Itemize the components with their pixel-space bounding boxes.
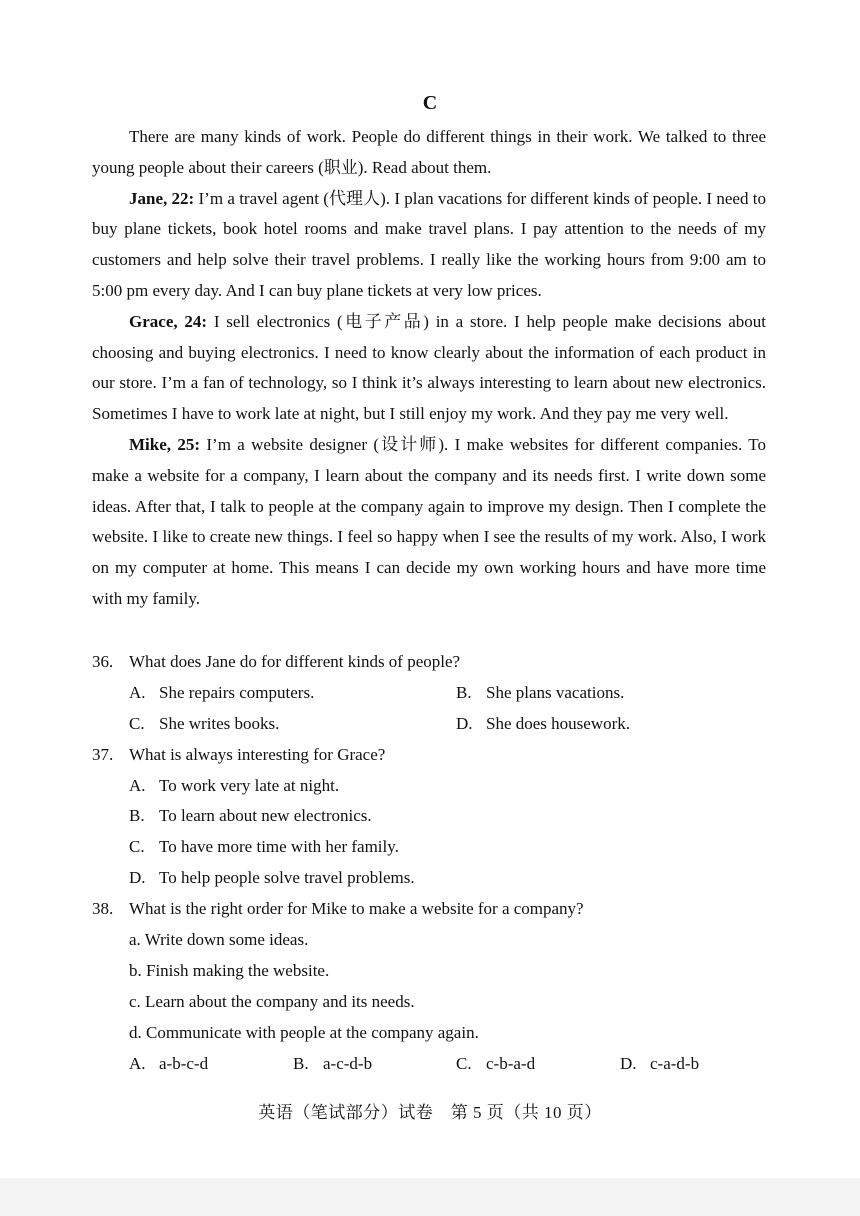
question-text: What is the right order for Mike to make a website for a company? (129, 899, 584, 918)
speaker-text: I’m a travel agent (代理人). I plan vacations for different kinds of people. I need to buy plane tickets, book hotel rooms and make travel plans. I pay attention to the needs of my customers and help solve their travel problems. I really like the working hours from 9:00 am to 5:00 pm every day. And I can buy plane tickets at very low prices. (92, 188, 766, 300)
option-text: c-b-a-d (486, 1054, 536, 1073)
option-36-c[interactable] (129, 708, 279, 739)
option-text: c-a-d-b (650, 1054, 700, 1073)
page-footer: 英语（笔试部分）试卷 第 5 页（共 10 页） (258, 1103, 602, 1122)
question-text: What is always interesting for Grace? (129, 745, 386, 764)
question-text: What does Jane do for different kinds of people? (129, 652, 461, 671)
paragraph-mike (92, 430, 766, 615)
option-37-c[interactable] (129, 831, 399, 862)
question-number: 38. (92, 899, 114, 918)
option-text: She does housework. (486, 714, 631, 733)
scan-edge (0, 1178, 860, 1216)
option-letter: A. (129, 683, 146, 702)
option-36-b[interactable] (456, 677, 624, 708)
option-letter: D. (129, 868, 146, 887)
option-letter: B. (456, 683, 472, 702)
option-text: To help people solve travel problems. (159, 868, 415, 887)
order-step: d. Communicate with people at the company again. (129, 1023, 479, 1042)
reading-passage (92, 122, 766, 615)
order-step: c. Learn about the company and its needs. (129, 992, 415, 1011)
question-36 (92, 646, 460, 677)
question-number: 37. (92, 745, 114, 764)
option-letter: C. (456, 1054, 472, 1073)
option-text: She writes books. (159, 714, 280, 733)
option-36-a[interactable] (129, 677, 314, 708)
speaker-text: I sell electronics (电子产品) in a store. I help people make decisions about choosing and buying electronics. I need to know clearly about the information of each product in our store. I’m a fan of technology, so I think it’s always interesting to learn about new electronics. Sometimes I have to work late at night, but I still enjoy my work. And they pay me very well. (92, 311, 766, 424)
option-letter: B. (293, 1054, 309, 1073)
section-title: C (422, 92, 438, 114)
option-letter: C. (129, 837, 145, 856)
option-letter: B. (129, 806, 145, 825)
option-text: To work very late at night. (159, 776, 340, 795)
question-38 (92, 893, 584, 924)
option-letter: C. (129, 714, 145, 733)
option-text: She plans vacations. (486, 683, 625, 702)
question-number: 36. (92, 652, 114, 671)
speaker-name: Jane, 22: (129, 188, 195, 208)
option-text: a-c-d-b (323, 1054, 373, 1073)
option-38-b[interactable] (293, 1048, 372, 1079)
option-37-a[interactable] (129, 770, 339, 801)
option-38-d[interactable] (620, 1048, 699, 1079)
speaker-name: Mike, 25: (129, 434, 201, 454)
option-letter: D. (620, 1054, 637, 1073)
option-38-c[interactable] (456, 1048, 535, 1079)
question-37 (92, 739, 385, 770)
option-text: To learn about new electronics. (159, 806, 372, 825)
option-37-b[interactable] (129, 800, 372, 831)
option-letter: D. (456, 714, 473, 733)
option-text: She repairs computers. (159, 683, 315, 702)
speaker-name: Grace, 24: (129, 311, 208, 331)
paragraph-jane (92, 184, 766, 307)
option-text: a-b-c-d (159, 1054, 209, 1073)
option-36-d[interactable] (456, 708, 630, 739)
paragraph-grace (92, 307, 766, 430)
speaker-text: I’m a website designer (设计师). I make websites for different companies. To make a website for a company, I learn about the company and its needs first. I write down some ideas. After that, I talk to people at the company again to improve my design. Then I complete the website. I like to create new things. I feel so happy when I see the results of my work. Also, I work on my computer at home. This means I can decide my own working hours and have more time with my family. (92, 434, 767, 608)
option-text: To have more time with her family. (159, 837, 399, 856)
option-letter: A. (129, 1054, 146, 1073)
option-38-a[interactable] (129, 1048, 208, 1079)
option-37-d[interactable] (129, 862, 415, 893)
option-letter: A. (129, 776, 146, 795)
order-step: b. Finish making the website. (129, 961, 330, 980)
intro-paragraph: There are many kinds of work. People do different things in their work. We talked to three young people about their careers (职业). Read about them. (92, 127, 766, 177)
order-step: a. Write down some ideas. (129, 930, 309, 949)
